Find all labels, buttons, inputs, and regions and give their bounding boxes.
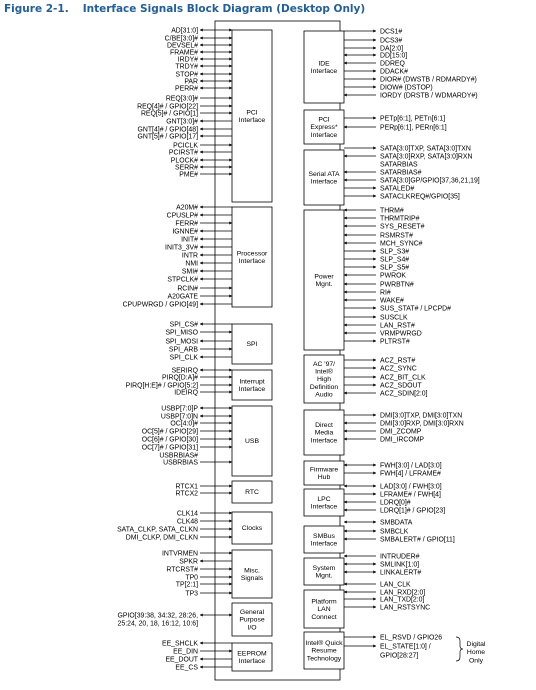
block-smbus-label: Interface	[310, 540, 338, 548]
signal-label-a20gate: A20GATE	[167, 293, 198, 301]
signal-label-satarbias: SATARBIAS#	[380, 169, 422, 177]
signal-label-spi-cs: SPI_CS#	[169, 321, 198, 329]
block-eeprom	[232, 643, 272, 671]
signal-label-ideirq: IDEIRQ	[174, 389, 198, 397]
block-sata-label: Interface	[310, 178, 338, 186]
block-interrupt	[232, 370, 272, 400]
signal-label-pirq-d-a: PIRQ[D:A]#	[162, 374, 198, 382]
block-fwh-label: Firmware	[309, 466, 339, 474]
block-misc-label: Misc.	[244, 567, 260, 575]
signal-label-da-2-0: DA[2:0]	[380, 45, 403, 53]
block-gpio-label: Purpose	[239, 616, 265, 624]
block-clocks-label: Clocks	[241, 525, 263, 533]
digital-home-note: Only	[469, 657, 483, 665]
signal-label-pciclk: PCICLK	[173, 142, 198, 150]
signal-label-sys-reset: SYS_RESET#	[380, 223, 425, 231]
signal-label-ri: RI#	[380, 289, 391, 297]
signal-label-satarbias: SATARBIAS	[380, 161, 418, 169]
signal-label-wake: WAKE#	[380, 297, 404, 305]
signal-label-clk48: CLK48	[176, 518, 198, 526]
signal-label-serr: SERR#	[175, 164, 198, 172]
signal-label-acz-sdout: ACZ_SDOUT	[380, 382, 422, 390]
signal-label-smlink-1-0: SMLINK[1:0]	[380, 561, 420, 569]
signal-label-par: PAR	[184, 78, 198, 86]
signal-label-ee-cs: EE_CS	[175, 664, 198, 672]
signal-label-diow-dstop: DIOW# (DSTOP)	[380, 84, 433, 92]
signal-label-lan-rxd-2-0: LAN_RXD[2:0]	[380, 589, 426, 597]
signal-label-intruder: INTRUDER#	[380, 553, 420, 561]
signal-label-spkr: SPKR	[179, 558, 198, 566]
signal-label-spi-arb: SPI_ARB	[168, 346, 198, 354]
signal-label-slp-s5: SLP_S5#	[380, 264, 410, 272]
block-sysmgmt	[304, 558, 344, 585]
block-qrt-label: Intel® Quick	[305, 640, 343, 648]
signal-label-pwrok: PWROK	[380, 272, 407, 280]
signal-label-dmi-zcomp: DMI_ZCOMP	[380, 428, 422, 436]
signal-label-lan-rst: LAN_RST#	[380, 322, 415, 330]
block-ide	[304, 31, 344, 103]
digital-home-bracket	[456, 637, 463, 661]
signal-label-pcirst: PCIRST#	[168, 149, 198, 157]
figure-number: Figure 2-1.	[4, 3, 69, 15]
signal-label-acz-sdin-2-0: ACZ_SDIN[2:0]	[380, 390, 428, 398]
signal-label-oc-6-gpio-30: OC[6]# / GPIO[30]	[141, 436, 198, 444]
block-pci-label: PCI	[246, 109, 258, 117]
signal-label-thrmtrip: THRMTRIP#	[380, 215, 420, 223]
signal-label-oc-4-0: OC[4:0]#	[170, 420, 198, 428]
signal-label-cpupwrgd-gpio-49: CPUPWRGD / GPIO[49]	[122, 301, 198, 309]
signal-label-ddreq: DDREQ	[380, 60, 405, 68]
block-eeprom-label: Interface	[238, 658, 266, 665]
block-dmi-label: Interface	[310, 437, 338, 445]
block-lpc-label: Interface	[310, 503, 338, 511]
signal-label-init3-3v: INIT3_3V#	[165, 244, 198, 252]
signal-label-perr: PERR#	[175, 85, 198, 93]
block-smbus-label: SMBus	[313, 532, 335, 540]
block-qrt-label: Resume	[311, 647, 337, 655]
block-power	[304, 210, 344, 350]
signal-label-spi-mosi: SPI_MOSI	[165, 338, 198, 346]
signal-label-el-state-1-0: EL_STATE[1:0] /	[380, 643, 431, 651]
block-interrupt-label: Interface	[238, 386, 266, 393]
block-gpio	[232, 603, 272, 636]
signal-label-tp0: TP0	[185, 574, 198, 582]
signal-lines	[200, 30, 376, 667]
signal-label-fwh-4-lframe: FWH[4] / LFRAME#	[380, 470, 441, 478]
signal-label-stpclk: STPCLK#	[167, 276, 198, 284]
signal-label-ee-shclk: EE_SHCLK	[161, 640, 198, 648]
signal-label-gpio-28-27: GPIO[28:27]	[380, 652, 419, 660]
signal-label-dmi-3-0-txp-dmi-3-0-txn: DMI[3:0]TXP, DMI[3:0]TXN	[380, 412, 463, 420]
signal-label-dmi-3-0-rxp-dmi-3-0-rxn: DMI[3:0]RXP, DMI[3:0]RXN	[380, 420, 464, 428]
signal-label-ddack: DDACK#	[380, 68, 408, 76]
block-pcie	[304, 110, 344, 144]
signal-label-nmi: NMI	[185, 260, 198, 268]
signal-label-gnt-3-0: GNT[3:0]#	[166, 118, 198, 126]
block-ac97-label: Definition	[309, 383, 339, 391]
signal-label-el-rsvd-gpio26: EL_RSVD / GPIO26	[380, 634, 443, 642]
block-processor-label: Interface	[238, 258, 266, 265]
signal-label-req-3-0: REQ[3:0]#	[165, 95, 198, 103]
signal-label-dcs3: DCS3#	[380, 37, 403, 45]
block-misc	[232, 550, 272, 598]
block-ac97-label: AC '97/	[312, 361, 336, 368]
signal-label-usbrbias: USBRBIAS#	[159, 452, 198, 460]
block-rtc-label: RTC	[245, 489, 259, 497]
block-processor-label: Processor	[236, 250, 268, 258]
signal-label-25-24-20-18-16-12-10-6: 25:24, 20, 18, 16:12, 10:6]	[117, 620, 198, 628]
signal-label-rtcx2: RTCX2	[175, 490, 198, 498]
block-interrupt-label: Interrupt	[239, 378, 265, 386]
signal-label-usbp-7-0-n: USBP[7:0]N	[160, 413, 198, 421]
digital-home-note: Home	[466, 649, 486, 657]
signal-label-iordy-drstb-wdmardy: IORDY (DRSTB / WDMARDY#)	[380, 92, 478, 100]
block-lan-label: Platform	[311, 598, 337, 606]
block-dmi-label: Direct	[315, 422, 333, 430]
block-smbus	[304, 526, 344, 553]
block-fwh-label: Hub	[317, 474, 331, 481]
block-pcie-label: Interface	[310, 131, 338, 139]
signal-label-slp-s4: SLP_S4#	[380, 256, 410, 264]
signal-label-thrm: THRM#	[380, 207, 404, 215]
signal-label-ee-din: EE_DIN	[173, 648, 198, 656]
signal-label-rtcx1: RTCX1	[175, 483, 198, 491]
signal-label-sataled: SATALED#	[380, 185, 415, 193]
block-processor	[232, 207, 272, 307]
signal-label-acz-bit-clk: ACZ_BIT_CLK	[380, 374, 426, 382]
signal-label-init: INIT#	[181, 236, 198, 244]
signal-label-sata-3-0-gp-gpio-37-36-21-19: SATA[3:0]GP/GPIO[37,36,21,19]	[380, 177, 480, 185]
signal-label-lan-txd-2-0: LAN_TXD[2:0]	[380, 596, 425, 604]
signal-label-req-4-gpio-22: REQ[4]# / GPIO[22]	[137, 103, 198, 111]
signal-label-lframe-fwh-4: LFRAME# / FWH[4]	[380, 491, 441, 499]
signal-label-vrmpwrgd: VRMPWRGD	[380, 330, 422, 338]
signal-label-ignne: IGNNE#	[172, 228, 198, 236]
block-rtc	[232, 481, 272, 503]
block-eeprom-label: EEPROM	[237, 650, 267, 658]
signal-label-smbclk: SMBCLK	[380, 528, 409, 536]
signal-label-usbrbias: USBRBIAS	[163, 459, 198, 467]
signal-label-mch-sync: MCH_SYNC#	[380, 240, 423, 248]
block-fwh	[304, 461, 344, 485]
signal-label-lan-clk: LAN_CLK	[380, 581, 411, 589]
block-sysmgmt-label: Mgnt.	[315, 572, 333, 580]
signal-label-sata-3-0-rxp-sata-3-0-rxn: SATA[3:0]RXP, SATA[3:0]RXN	[380, 153, 473, 161]
signal-label-a20m: A20M#	[176, 204, 198, 212]
signal-label-ad-31-0: AD[31:0]	[171, 27, 198, 35]
signal-label-pltrst: PLTRST#	[380, 338, 410, 346]
signal-label-sata-clkp-sata-clkn: SATA_CLKP, SATA_CLKN	[117, 526, 198, 534]
signal-label-dmi-ircomp: DMI_IRCOMP	[380, 436, 425, 444]
block-qrt-label: Technology	[306, 655, 342, 663]
block-power-label: Mgnt.	[315, 281, 333, 288]
signal-label-pwrbtn: PWRBTN#	[380, 281, 414, 289]
block-gpio-label: General	[239, 609, 265, 617]
signal-label-sataclkreq-gpio-35: SATACLKREQ#/GPIO[35]	[380, 193, 460, 201]
signal-label-rsmrst: RSMRST#	[380, 232, 413, 240]
signal-label-rtcrst: RTCRST#	[166, 566, 198, 574]
block-pcie-label: PCI	[318, 116, 330, 124]
block-lpc	[304, 489, 344, 516]
signal-label-susclk: SUSCLK	[380, 314, 408, 322]
signal-label-slp-s3: SLP_S3#	[380, 248, 410, 256]
signal-label-c-be-3-0: C/BE[3:0]#	[164, 35, 198, 43]
signal-label-cpuslp: CPUSLP#	[166, 212, 198, 220]
block-power-label: Power	[314, 273, 334, 281]
block-gpio-label: I/O	[247, 624, 257, 632]
signal-label-oc-5-gpio-29: OC[5]# / GPIO[29]	[141, 428, 198, 436]
signal-label-dmi-clkp-dmi-clkn: DMI_CLKP, DMI_CLKN	[125, 534, 198, 542]
block-ide-label: Interface	[310, 68, 338, 75]
signal-label-trdy: TRDY#	[175, 63, 198, 71]
block-usb-label: USB	[245, 438, 259, 446]
signal-label-rcin: RCIN#	[177, 285, 198, 293]
signal-labels	[117, 27, 480, 671]
signal-label-ee-dout: EE_DOUT	[165, 656, 198, 664]
digital-home-note: Digital	[466, 641, 486, 648]
signal-label-usbp-7-0-p: USBP[7:0]P	[161, 405, 198, 413]
signal-label-ldrq-1-gpio-23: LDRQ[1]# / GPIO[23]	[380, 507, 446, 515]
block-clocks	[232, 512, 272, 544]
signal-label-ferr: FERR#	[175, 220, 198, 228]
signal-label-acz-rst: ACZ_RST#	[380, 357, 416, 365]
block-lan-label: LAN	[317, 606, 331, 614]
signal-label-req-5-gpio-1: REQ[5]# / GPIO[1]	[140, 110, 198, 118]
signal-label-sus-stat-lpcpd: SUS_STAT# / LPCPD#	[380, 305, 451, 313]
signal-label-lad-3-0-fwh-3-0: LAD[3:0] / FWH[3:0]	[380, 483, 442, 491]
signal-label-gpio-39-38-34-32-28-26: GPIO[39:38, 34:32, 28:26,	[117, 612, 198, 620]
signal-label-spi-miso: SPI_MISO	[165, 329, 198, 337]
block-dmi	[304, 410, 344, 455]
block-pcie-label: Express*	[310, 124, 338, 132]
signal-label-linkalert: LINKALERT#	[380, 569, 422, 577]
signal-label-sata-3-0-txp-sata-3-0-txn: SATA[3:0]TXP, SATA[3:0]TXN	[380, 145, 471, 153]
signal-label-pirq-h-e-gpio-5-2: PIRQ[H:E]# / GPIO[5:2]	[125, 382, 198, 390]
block-lan-label: Connect	[311, 613, 337, 621]
signal-label-pme: PME#	[179, 171, 198, 179]
signal-label-intvrmen: INTVRMEN	[162, 550, 198, 558]
signal-label-fwh-3-0-lad-3-0: FWH[3:0] / LAD[3:0]	[380, 462, 442, 470]
signal-label-gnt-4-gpio-48: GNT[4]# / GPIO[48]	[137, 126, 198, 134]
block-sata-label: Serial ATA	[308, 170, 340, 178]
block-qrt	[304, 632, 344, 669]
block-spi-label: SPI	[246, 341, 258, 349]
block-sata	[304, 150, 344, 205]
interface-blocks	[232, 30, 344, 671]
block-ac97-label: Intel®	[315, 368, 333, 376]
block-ac97-label: High	[317, 376, 331, 384]
block-ide-label: IDE	[318, 60, 330, 68]
signal-label-tp3: TP3	[185, 590, 198, 598]
signal-label-stop: STOP#	[175, 71, 198, 79]
block-ac97-label: Audio	[315, 391, 333, 399]
signal-label-lan-rstsync: LAN_RSTSYNC	[380, 604, 431, 612]
signal-label-ldrq-0: LDRQ[0]#	[380, 499, 411, 507]
signal-label-dior-dwstb-rdmardy: DIOR# (DWSTB / RDMARDY#)	[380, 76, 477, 84]
block-usb	[232, 406, 272, 476]
block-ac97	[304, 355, 344, 403]
block-dmi-label: Media	[314, 429, 334, 437]
block-misc-label: Signals	[240, 575, 264, 582]
signal-label-frame: FRAME#	[170, 49, 198, 57]
block-spi	[232, 324, 272, 364]
annotations	[456, 637, 486, 664]
signal-label-serirq: SERIRQ	[171, 367, 198, 375]
signal-label-irdy: IRDY#	[177, 56, 198, 64]
signal-label-smbdata: SMBDATA	[380, 519, 413, 527]
block-lan	[304, 590, 344, 628]
signal-label-dd-15-0: DD[15:0]	[380, 52, 408, 60]
signal-label-dcs1: DCS1#	[380, 28, 403, 36]
signal-label-spi-clk: SPI_CLK	[169, 354, 198, 362]
signal-label-clk14: CLK14	[176, 510, 198, 518]
block-sysmgmt-label: System	[312, 564, 336, 572]
signal-label-intr: INTR	[181, 252, 198, 260]
block-pci	[232, 30, 272, 202]
signal-label-petp-6-1-petn-6-1: PETp[6:1], PETn[6:1]	[380, 115, 446, 123]
signal-label-gnt-5-gpio-17: GNT[5]# / GPIO[17]	[137, 133, 198, 141]
signal-label-smbalert-gpio-11: SMBALERT# / GPIO[11]	[380, 536, 455, 544]
block-lpc-label: LPC	[317, 495, 331, 503]
signal-label-devsel: DEVSEL#	[166, 42, 198, 50]
figure-title: Interface Signals Block Diagram (Desktop Only)	[82, 3, 366, 15]
signal-label-smi: SMI#	[181, 268, 198, 276]
signal-label-tp-2-1: TP[2:1]	[175, 581, 198, 589]
signal-label-perp-6-1-pern-6-1: PERp[6:1], PERn[6:1]	[380, 124, 447, 132]
signal-label-oc-7-gpio-31: OC[7]# / GPIO[31]	[141, 444, 198, 452]
block-pci-label: Interface	[238, 117, 266, 124]
signal-label-plock: PLOCK#	[170, 157, 198, 165]
signal-label-acz-sync: ACZ_SYNC	[380, 365, 417, 373]
